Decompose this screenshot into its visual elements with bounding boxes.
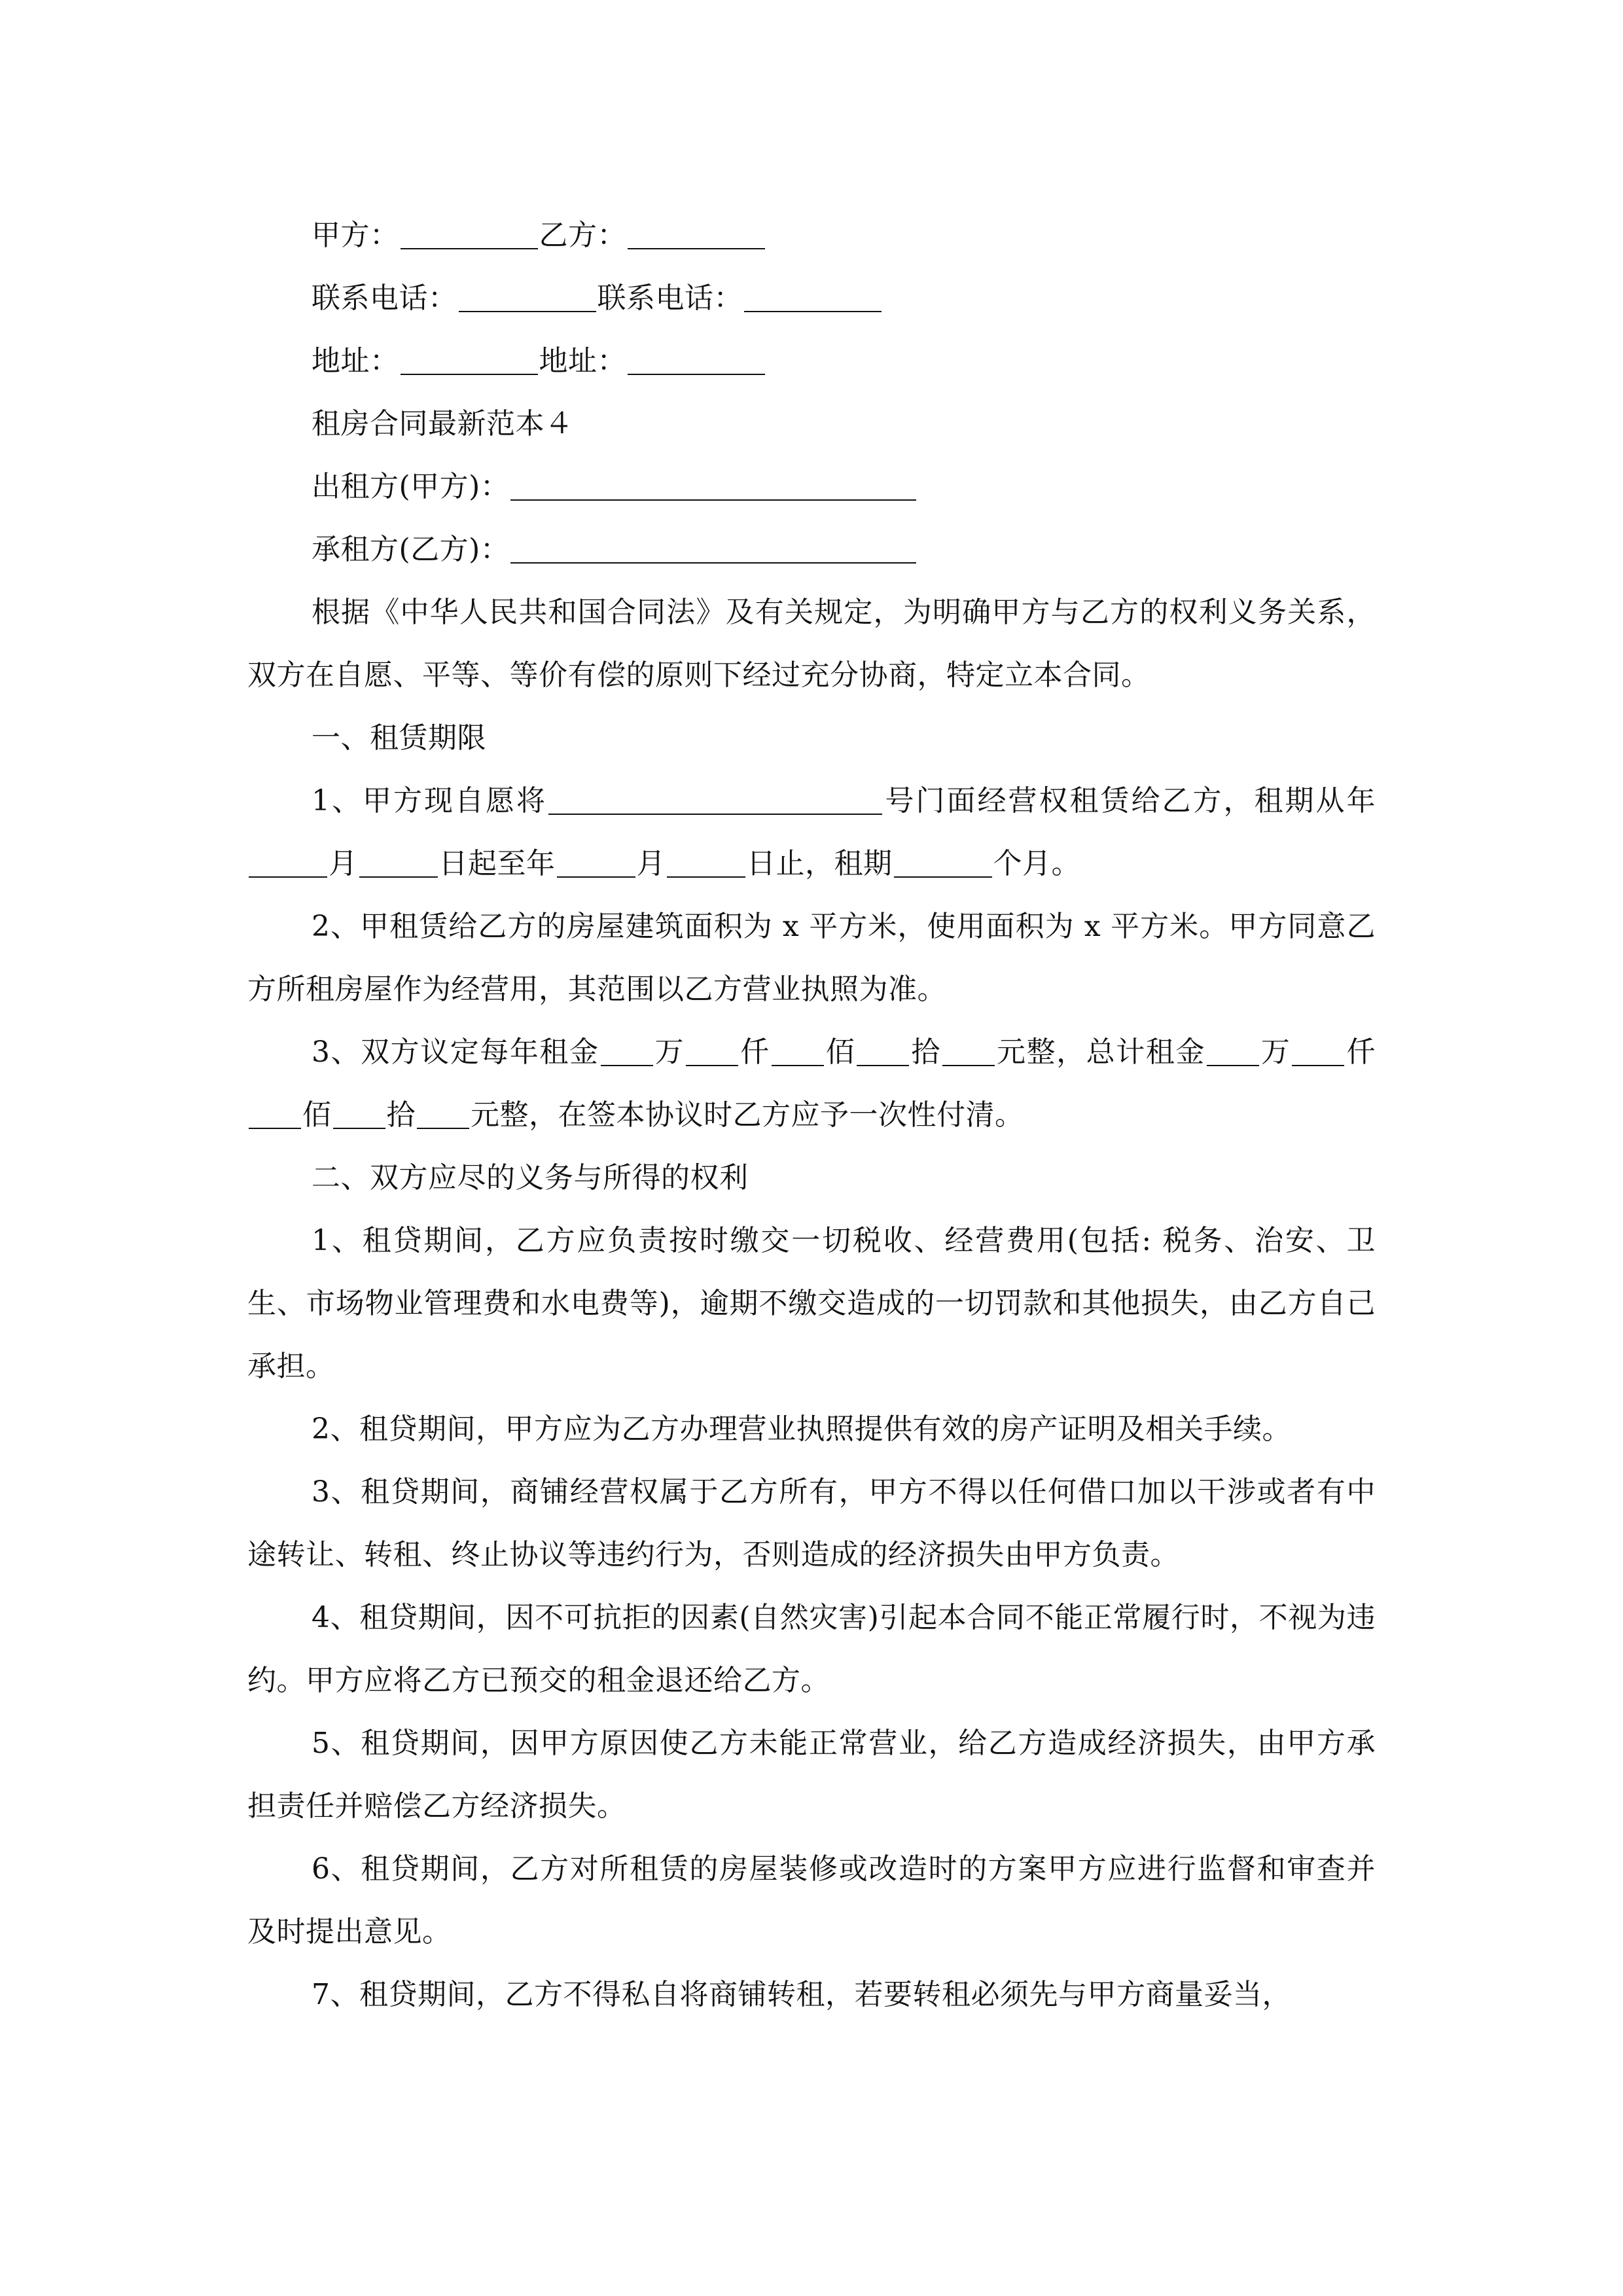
section-2-item-7: 7、租贷期间，乙方不得私自将商铺转租，若要转租必须先与甲方商量妥当， — [312, 1978, 1291, 2011]
lessee-blank — [510, 533, 916, 564]
item-1-text-b: 号门面经营权租赁给乙方，租期从年 — [883, 784, 1376, 817]
section-2-item-1: 1、租贷期间，乙方应负责按时缴交一切税收、经营费用(包括: 税务、治安、卫生、市场物业管理费和水电费等)，逾期不缴交造成的一切罚款和其他损失，由乙方自己承担。 — [247, 1224, 1376, 1383]
section-2-item-2: 2、租贷期间，甲方应为乙方办理营业执照提供有效的房产证明及相关手续。 — [312, 1412, 1291, 1446]
phone-a-label: 联系电话： — [312, 281, 457, 315]
lessee-label: 承租方(乙方)： — [312, 533, 510, 566]
item-3-text-d: 佰 — [825, 1035, 856, 1069]
phone-b-blank — [744, 282, 882, 312]
item-3-text-c: 仟 — [740, 1035, 770, 1069]
item-3-text-a: 3、双方议定每年租金 — [312, 1035, 599, 1069]
lessor-blank — [510, 471, 916, 501]
item-1-text-f: 日止，租期 — [747, 847, 893, 880]
item-3-text-b: 万 — [654, 1035, 685, 1069]
item-1-text-g: 个月。 — [993, 847, 1080, 880]
item-1-text-d: 日起至年 — [438, 847, 556, 880]
section-2-item-3: 3、租贷期间，商铺经营权属于乙方所有，甲方不得以任何借口加以干涉或者有中途转让、转租、终止协议等违约行为，否则造成的经济损失由甲方负责。 — [247, 1475, 1376, 1571]
yearly-qian-blank — [686, 1036, 738, 1066]
phone-b-label: 联系电话： — [597, 281, 743, 315]
item-3-text-h: 仟 — [1346, 1035, 1376, 1069]
section-1-item-1 — [247, 770, 1376, 895]
section-2-heading: 二、双方应尽的义务与所得的权利 — [312, 1161, 749, 1194]
party-a-blank — [401, 219, 538, 249]
lessee-line — [247, 518, 1376, 581]
item-3-text-e: 拾 — [910, 1035, 941, 1069]
lease-months-blank — [894, 848, 992, 878]
end-day-blank — [667, 848, 745, 878]
item-3-text-g: 万 — [1260, 1035, 1291, 1069]
start-month-blank — [249, 848, 327, 878]
yearly-yuan-blank — [942, 1036, 995, 1066]
party-name-line — [247, 204, 1376, 267]
section-2-item-6: 6、租贷期间，乙方对所租赁的房屋装修或改造时的方案甲方应进行监督和审查并及时提出意见。 — [247, 1852, 1376, 1948]
section-2-item-4: 4、租贷期间，因不可抗拒的因素(自然灾害)引起本合同不能正常履行时，不视为违约。甲方应将乙方已预交的租金退还给乙方。 — [247, 1601, 1376, 1697]
phone-line — [247, 267, 1376, 330]
shop-number-blank — [548, 785, 882, 815]
party-a-label: 甲方： — [312, 219, 399, 252]
item-3-text-j: 拾 — [386, 1098, 416, 1132]
item-1-text-e: 月 — [636, 847, 666, 880]
section-1-heading: 一、租赁期限 — [312, 721, 486, 755]
yearly-bai-blank — [772, 1036, 824, 1066]
address-b-label: 地址： — [539, 344, 626, 378]
intro-paragraph: 根据《中华人民共和国合同法》及有关规定，为明确甲方与乙方的权利义务关系，双方在自愿、平等、等价有偿的原则下经过充分协商，特定立本合同。 — [247, 596, 1376, 692]
contract-content — [247, 204, 1376, 2026]
item-3-text-i: 佰 — [302, 1098, 332, 1132]
address-line — [247, 330, 1376, 393]
phone-a-blank — [459, 282, 596, 312]
total-shi-blank — [333, 1099, 385, 1129]
address-b-blank — [628, 345, 765, 375]
section-2-item-5: 5、租贷期间，因甲方原因使乙方未能正常营业，给乙方造成经济损失，由甲方承担责任并赔偿乙方经济损失。 — [247, 1727, 1376, 1823]
item-3-text-f: 元整，总计租金 — [995, 1035, 1205, 1069]
item-3-text-k: 元整，在签本协议时乙方应予一次性付清。 — [471, 1098, 1024, 1132]
party-b-blank — [628, 219, 765, 249]
lessor-label: 出租方(甲方)： — [312, 470, 510, 503]
section-1-item-2: 2、甲租赁给乙方的房屋建筑面积为 x 平方米，使用面积为 x 平方米。甲方同意乙方所租房屋作为经营用，其范围以乙方营业执照为准。 — [247, 910, 1376, 1006]
yearly-shi-blank — [857, 1036, 909, 1066]
end-month-blank — [557, 848, 635, 878]
address-a-label: 地址： — [312, 344, 399, 378]
item-1-text-c: 月 — [329, 847, 358, 880]
contract-title: 租房合同最新范本４ — [312, 407, 574, 440]
total-wan-blank — [1207, 1036, 1259, 1066]
party-b-label: 乙方： — [539, 219, 626, 252]
yearly-wan-blank — [601, 1036, 653, 1066]
lessor-line — [247, 456, 1376, 518]
address-a-blank — [401, 345, 538, 375]
total-qian-blank — [1292, 1036, 1344, 1066]
section-1-item-3 — [247, 1021, 1376, 1147]
item-1-text-a: 1、甲方现自愿将 — [312, 784, 547, 817]
total-yuan-blank — [417, 1099, 469, 1129]
start-day-blank — [359, 848, 438, 878]
total-bai-blank — [249, 1099, 301, 1129]
